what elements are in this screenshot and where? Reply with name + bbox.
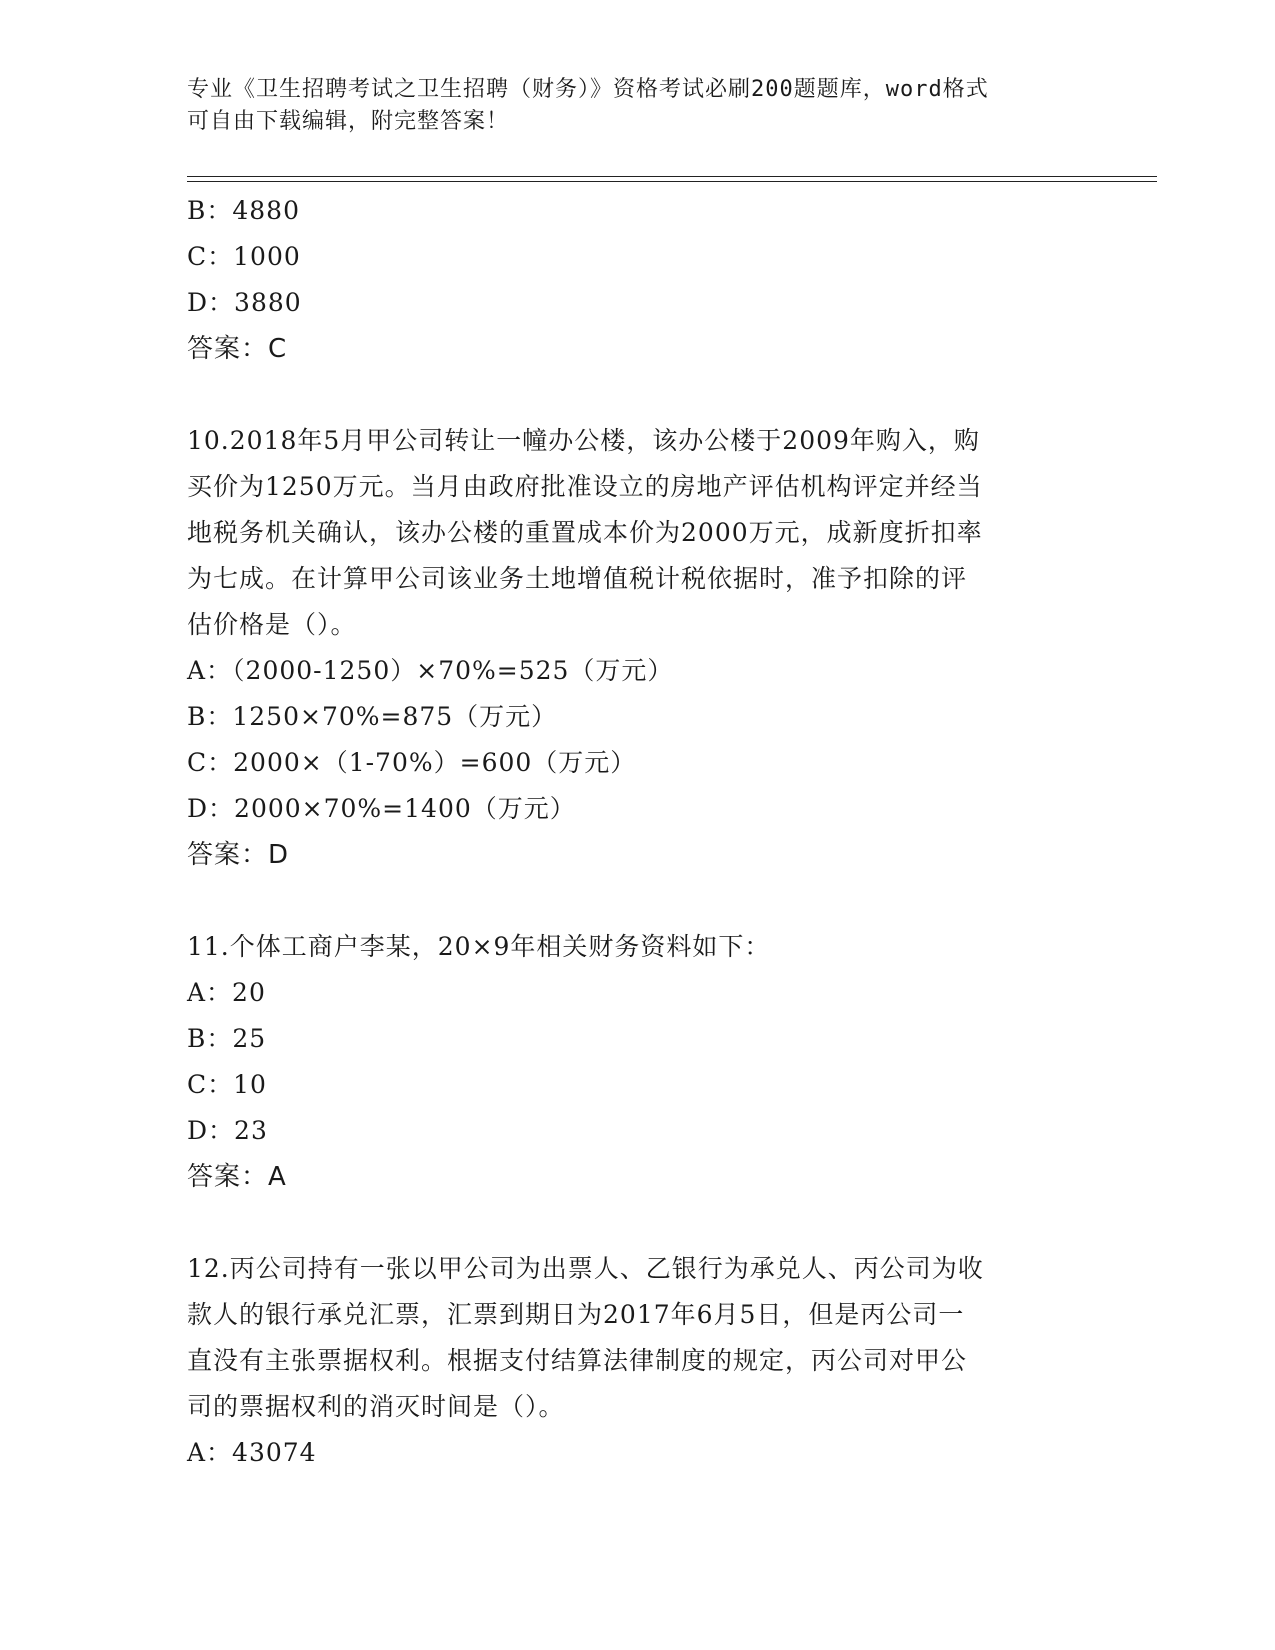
header-title-line-1: 专业《卫生招聘考试之卫生招聘（财务）》资格考试必刷200题题库，word格式 (187, 77, 989, 102)
q9-answer: 答案：C (187, 334, 288, 364)
q10-stem-line-1: 10.2018年5月甲公司转让一幢办公楼，该办公楼于2009年购入，购 (187, 426, 980, 455)
spacer (187, 878, 1087, 924)
q9-option-c: C：1000 (187, 242, 301, 271)
q9-option-b: B：4880 (187, 196, 300, 225)
q12-stem-line-2: 款人的银行承兑汇票，汇票到期日为2017年6月5日，但是丙公司一 (187, 1300, 965, 1329)
q10-option-b: B：1250×70%=875（万元） (187, 702, 558, 731)
question-11 (187, 924, 1087, 1200)
document-header (187, 74, 1067, 138)
spacer (187, 372, 1087, 418)
q11-option-d: D：23 (187, 1116, 268, 1145)
q10-stem-line-2: 买价为1250万元。当月由政府批准设立的房地产评估机构评定并经当 (187, 472, 983, 501)
q12-stem-line-1: 12.丙公司持有一张以甲公司为出票人、乙银行为承兑人、丙公司为收 (187, 1254, 984, 1283)
q10-answer: 答案：D (187, 840, 290, 870)
question-content (187, 188, 1087, 1476)
question-10 (187, 418, 1087, 878)
q10-stem-line-4: 为七成。在计算甲公司该业务土地增值税计税依据时，准予扣除的评 (187, 564, 968, 593)
question-12 (187, 1246, 1087, 1476)
q11-option-c: C：10 (187, 1070, 267, 1099)
q10-stem-line-3: 地税务机关确认，该办公楼的重置成本价为2000万元，成新度折扣率 (187, 518, 983, 547)
q9-option-d: D：3880 (187, 288, 302, 317)
q10-option-c: C：2000×（1-70%）=600（万元） (187, 748, 637, 777)
q12-stem-line-4: 司的票据权利的消灭时间是（）。 (187, 1392, 565, 1421)
spacer (187, 1200, 1087, 1246)
q11-stem: 11.个体工商户李某，20×9年相关财务资料如下： (187, 932, 771, 961)
header-divider-bottom (187, 181, 1157, 182)
q10-option-d: D：2000×70%=1400（万元） (187, 794, 576, 823)
q12-stem-line-3: 直没有主张票据权利。根据支付结算法律制度的规定，丙公司对甲公 (187, 1346, 968, 1375)
header-title-line-2: 可自由下载编辑，附完整答案！ (187, 109, 510, 134)
question-9-tail (187, 188, 1087, 372)
q12-option-a: A：43074 (187, 1438, 317, 1467)
q11-option-a: A：20 (187, 978, 266, 1007)
q10-option-a: A：（2000-1250）×70%=525（万元） (187, 656, 674, 685)
q11-option-b: B：25 (187, 1024, 267, 1053)
header-divider-top (187, 176, 1157, 177)
q11-answer: 答案：A (187, 1162, 287, 1192)
q10-stem-line-5: 估价格是（）。 (187, 610, 357, 639)
